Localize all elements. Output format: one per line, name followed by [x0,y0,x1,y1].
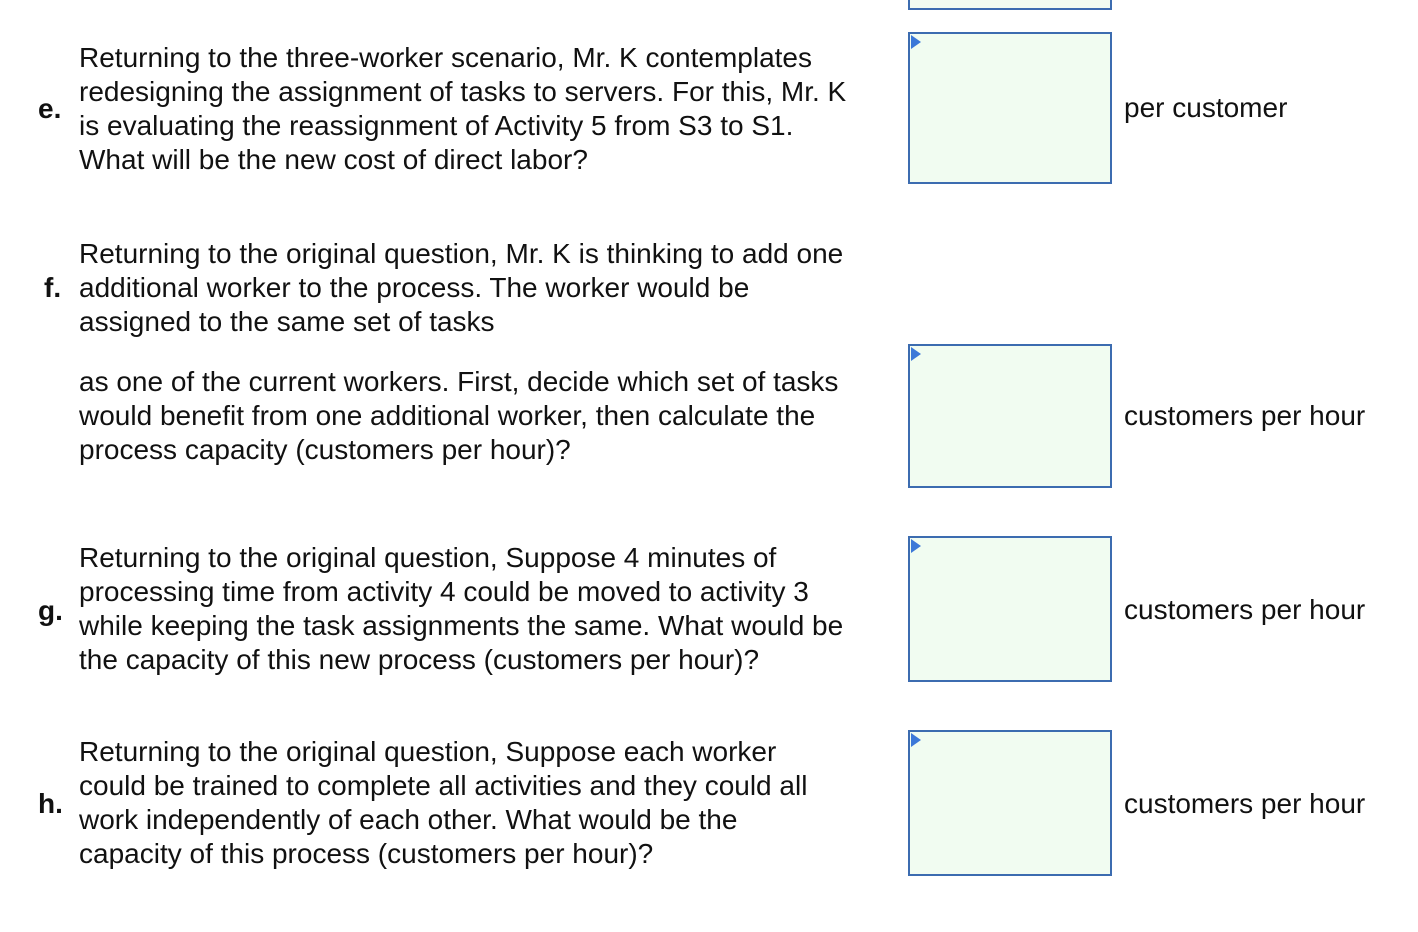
question-g-letter: g. [38,595,63,626]
question-h-text: Returning to the original question, Suppose each worker could be trained to complete all activities and they could all work independently of each other. What would be the capacity of this process (customers per hour)? [79,736,808,869]
question-h-unit: customers per hour [1124,788,1366,819]
question-g-unit: customers per hour [1124,594,1366,625]
question-f-text: Returning to the original question, Mr. K is thinking to add one additional worker to the process. The worker would be assigned to the same set of tasks [79,238,844,337]
dropdown-indicator-icon [911,733,921,747]
dropdown-indicator-icon [911,539,921,553]
question-f-text-continued: as one of the current workers. First, decide which set of tasks would benefit from one additional worker, then calculate the process capacity (customers per hour)? [79,366,839,465]
question-g-text: Returning to the original question, Suppose 4 minutes of processing time from activity 4 could be moved to activity 3 while keeping the task assignments the same. What would be the capacity of this new process (customers per hour)? [79,542,844,675]
question-e-letter: e. [38,93,62,124]
question-f-answer-box[interactable] [908,344,1112,488]
question-g-answer-box[interactable] [908,536,1112,682]
question-e-answer-box[interactable] [908,32,1112,184]
dropdown-indicator-icon [911,347,921,361]
dropdown-indicator-icon [911,35,921,49]
question-e-unit: per customer [1124,92,1288,123]
previous-answer-box[interactable] [908,0,1112,10]
question-f-letter: f. [44,272,62,303]
question-e-text: Returning to the three-worker scenario, Mr. K contemplates redesigning the assignment of tasks to servers. For this, Mr. K is evaluating the reassignment of Activity 5 from S3 to S1. What will be the new cost of direct labor? [79,42,847,175]
question-h-answer-box[interactable] [908,730,1112,876]
question-h-letter: h. [38,788,63,819]
question-f-unit: customers per hour [1124,400,1366,431]
